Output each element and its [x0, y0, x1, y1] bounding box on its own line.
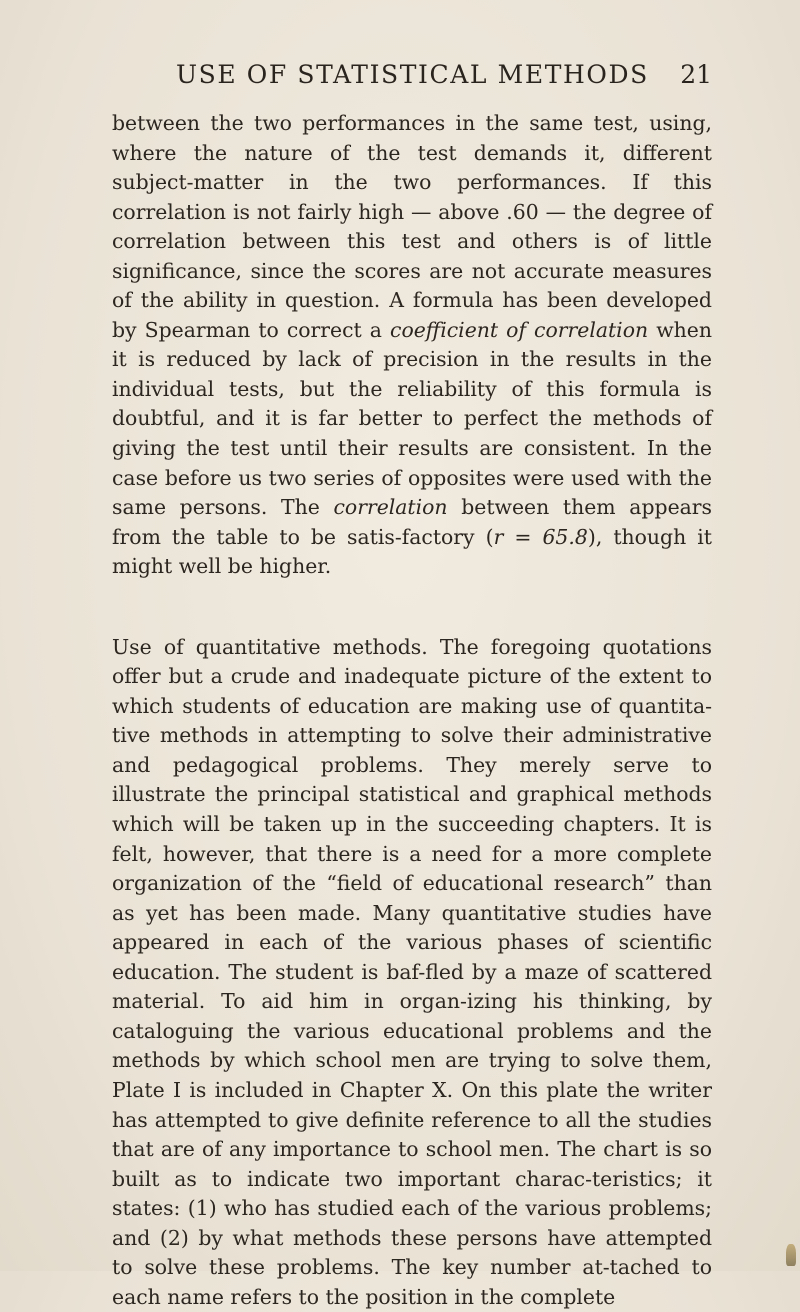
page-speck — [786, 1244, 796, 1266]
body-text — [112, 109, 712, 1312]
paragraph-1 — [112, 109, 712, 582]
page-number: 21 — [680, 60, 712, 89]
paragraph-2-text: The foregoing quotations offer but a crude and inadequate picture of the extent to which students of education are making use of quantita-tive methods in attempting to solve their administrative and pedagogical problems. They merely serve to illustrate the principal statistical and graphical methods which will be taken up in the succeeding chapters. It is felt, however, that there is a need for a more complete organization of the “field of educational research” than as yet has been made. Many quantitative studies have appeared in each of the various phases of scientific education. The student is baf-fled by a maze of scattered material. To aid him in organ-izing his thinking, by cataloguing the various educational problems and the methods by which school men are trying to solve them, Plate I is included in Chapter X. On this plate the writer has attempted to give definite reference to all the studies that are of any importance to school men. The chart is so built as to indicate two important charac-teristics; it states: (1) who has studied each of the various problems; and (2) by what methods these persons have attempted to solve these problems. The key number at-tached to each name refers to the position in the complete — [112, 634, 712, 1309]
running-head — [112, 60, 712, 96]
paragraph-2 — [112, 633, 712, 1312]
paragraph-1-part-2: when it is reduced by lack of precision in the results in the individual tests, but the reliability of this formula is doubtful, and it is far better to perfect the methods of giving the test until their results are consistent. In the case before us two series of opposites were used with the same persons. The — [112, 317, 712, 520]
paragraph-1-part-1: between the two performances in the same test, using, where the nature of the test demands it, different subject-matter in the two performances. If this correlation is not fairly high — above .60 — the degree of correlation between this test and others is of little significance, since the scores are not accurate measures of the ability in question. A formula has been developed by Spearman to correct a — [112, 111, 712, 342]
section-heading: Use of quantitative methods. — [112, 634, 428, 659]
paragraph-1-part-4: ), though it might well be higher. — [112, 524, 712, 579]
running-title: USE OF STATISTICAL METHODS — [176, 60, 649, 89]
paragraph-1-part-3: between them appears from the table to be satis-factory ( — [112, 495, 712, 549]
paragraph-1-italic-3: r = 65.8 — [493, 524, 588, 549]
paragraph-1-italic-1: coefficient of correlation — [390, 317, 649, 342]
paragraph-1-italic-2: correlation — [333, 495, 448, 520]
